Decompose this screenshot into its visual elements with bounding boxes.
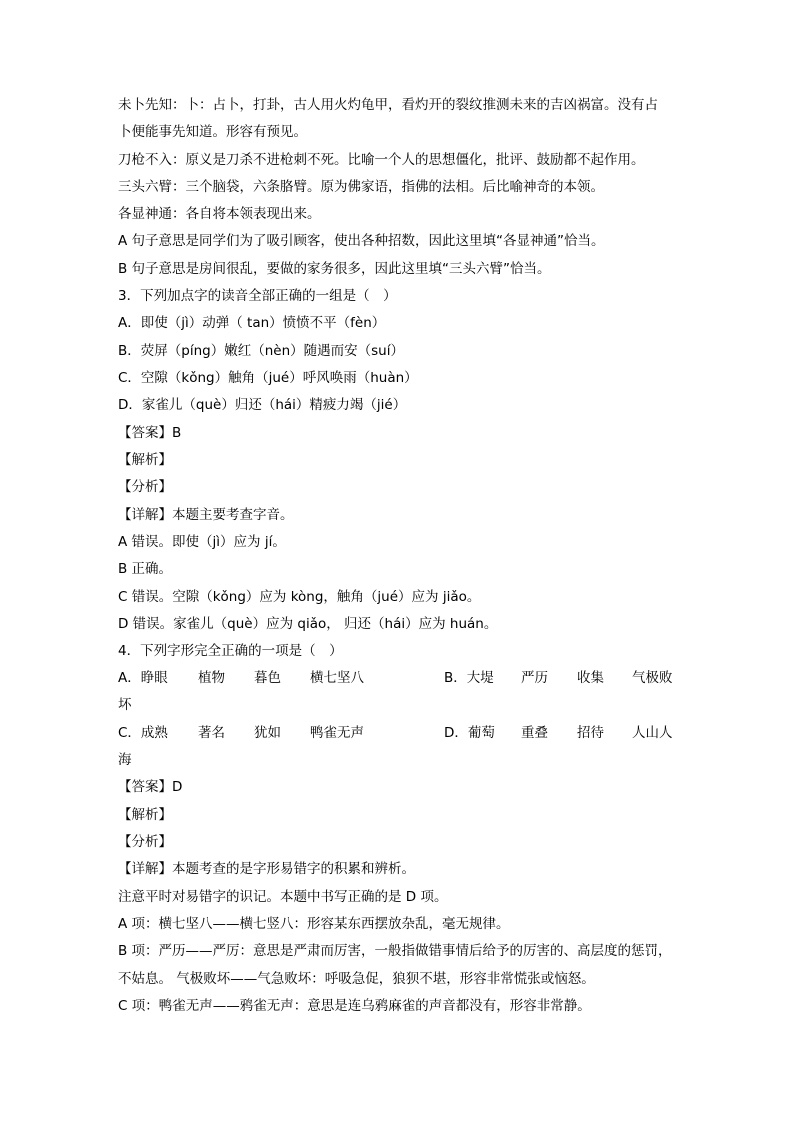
option-b-word: 严历 [521,670,548,686]
option-c-word: 著名 [198,725,225,741]
text-line: 卜便能事先知道。形容有预见。 [118,124,307,140]
text-line: 海 [118,752,132,768]
option-b-word: B．大堤 [444,670,494,686]
option-b-word: 气极败 [632,670,673,686]
text-line: 未卜先知：卜：占卜，打卦，古人用火灼龟甲，看灼开的裂纹推测未来的吉凶祸富。没有占 [118,97,658,113]
analysis-label: 【解析】 [118,807,172,823]
text-line: A 句子意思是同学们为了吸引顾客，使出各种招数，因此这里填“各显神通”恰当。 [118,233,605,249]
detail-text: 【详解】本题主要考查字音。 [118,507,294,523]
option-d-word: 人山人 [632,725,673,741]
detail-text: 注意平时对易错字的识记。本题中书写正确的是 D 项。 [118,889,448,905]
detail-text: 【详解】本题考查的是字形易错字的积累和辨析。 [118,861,415,877]
option-c-word: C．成熟 [118,725,168,741]
option-b-word: 收集 [577,670,604,686]
option-d-word: D．葡萄 [444,725,495,741]
text-line: B 句子意思是房间很乱，要做的家务很多，因此这里填“三头六臂”恰当。 [118,261,551,277]
analysis-label: 【解析】 [118,452,172,468]
option-a-word: 植物 [198,670,225,686]
detail-text: 不姑息。 气极败坏——气急败坏：呼吸急促，狼狈不堪，形容非常慌张或恼怒。 [118,971,595,987]
answer-label: 【答案】B [118,425,182,441]
option-c: C．空隙（kǒng）触角（jué）呼风唤雨（huàn） [118,370,418,386]
option-c-word: 犹如 [254,725,281,741]
detail-text: B 项：严历——严厉：意思是严肃而厉害，一般指做错事情后给予的厉害的、高层度的惩罚， [118,943,672,959]
detail-text: B 正确。 [118,561,173,577]
question-4: 4．下列字形完全正确的一项是（ ） [118,643,343,659]
option-d: D．家雀儿（què）归还（hái）精疲力竭（jié） [118,397,407,413]
text-line: 坏 [118,697,132,713]
option-a-word: 横七坚八 [310,670,364,686]
option-c-word: 鸭雀无声 [310,725,364,741]
analysis-sub-label: 【分析】 [118,479,172,495]
option-a-word: 暮色 [254,670,281,686]
detail-text: A 错误。即使（jì）应为 jí。 [118,534,286,550]
option-d-word: 招待 [577,725,604,741]
text-line: 三头六臂：三个脑袋，六条胳臂。原为佛家语，指佛的法相。后比喻神奇的本领。 [118,179,604,195]
detail-text: A 项：横七坚八——横七竖八：形容某东西摆放杂乱，毫无规律。 [118,916,510,932]
option-d-word: 重叠 [521,725,548,741]
option-a: A．即使（jì）动弹（ tan）愤愤不平（fèn） [118,315,386,331]
detail-text: D 错误。家雀儿（què）应为 qiǎo， 归还（hái）应为 huán。 [118,616,498,632]
analysis-sub-label: 【分析】 [118,834,172,850]
option-a-word: A．睁眼 [118,670,168,686]
text-line: 刀枪不入：原义是刀杀不进枪刺不死。比喻一个人的思想僵化，批评、鼓励都不起作用。 [118,152,645,168]
detail-text: C 项：鸭雀无声——鸦雀无声：意思是连乌鸦麻雀的声音都没有，形容非常静。 [118,998,591,1014]
answer-label: 【答案】D [118,779,183,795]
detail-text: C 错误。空隙（kǒng）应为 kòng，触角（jué）应为 jiǎo。 [118,589,481,605]
option-b: B．荧屏（píng）嫩红（nèn）随遇而安（suí） [118,343,404,359]
question-3: 3．下列加点字的读音全部正确的一组是（ ） [118,288,397,304]
text-line: 各显神通：各自将本领表现出来。 [118,206,321,222]
